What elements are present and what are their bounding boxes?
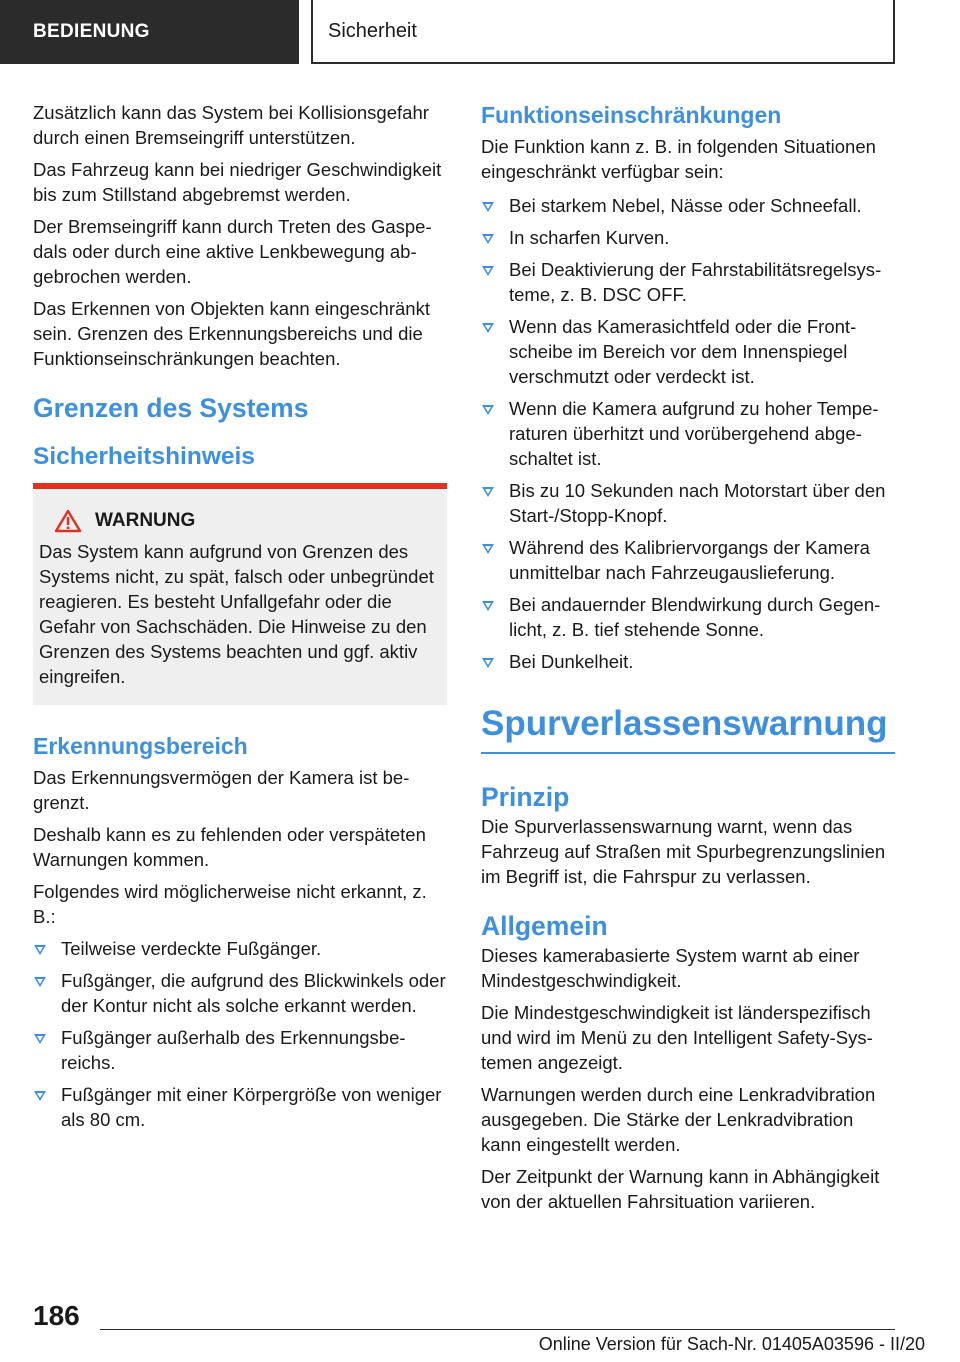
- paragraph: Das Erkennungsvermögen der Kamera ist begrenzt.: [33, 767, 410, 813]
- triangle-bullet-icon: [482, 544, 494, 554]
- heading-general: Allgemein: [481, 911, 608, 941]
- paragraph: Zusätzlich kann das System bei Kollisionsgefahr durch einen Bremseingriff unterstützen.: [33, 102, 429, 148]
- list-item: Wenn das Kamerasichtfeld oder die Frontscheibe im Bereich vor dem Innenspiegel verschmutzt oder verdeckt ist.: [481, 314, 895, 389]
- footer-version: Online Version für Sach-Nr. 01405A03596 - II/20: [538, 1334, 925, 1354]
- paragraph: Der Zeitpunkt der Warnung kann in Abhängigkeit von der aktuellen Fahrsituation variieren.: [481, 1166, 880, 1212]
- paragraph: Das Fahrzeug kann bei niedriger Geschwindigkeit bis zum Stillstand abgebremst werden.: [33, 159, 442, 205]
- list-item: Fußgänger, die aufgrund des Blickwinkels oder der Kontur nicht als solche erkannt werden.: [33, 968, 447, 1018]
- function-limit-list: [481, 193, 895, 674]
- page-number: 186: [33, 1300, 80, 1331]
- paragraph: Die Mindestgeschwindigkeit ist länderspezifisch und wird im Menü zu den Intelligent Safety-Systemen angezeigt.: [481, 1002, 873, 1073]
- heading-system-limits: Grenzen des Systems: [33, 393, 309, 423]
- list-item: Bei Dunkelheit.: [481, 649, 895, 674]
- paragraph: Der Bremseingriff kann durch Treten des Gaspedals oder durch eine aktive Lenkbewegung abgebrochen werden.: [33, 216, 432, 287]
- triangle-bullet-icon: [482, 405, 494, 415]
- paragraph: Warnungen werden durch eine Lenkradvibration ausgegeben. Die Stärke der Lenkradvibration kann eingestellt werden.: [481, 1084, 876, 1155]
- triangle-bullet-icon: [34, 1091, 46, 1101]
- warning-text: Das System kann aufgrund von Grenzen des Systems nicht, zu spät, falsch oder unbegründet reagieren. Es besteht Unfallgefahr oder die Gefahr von Sachschäden. Die Hinweise zu den Grenzen des Systems beachten und ggf. aktiv eingreifen.: [39, 541, 434, 687]
- list-item: Während des Kalibriervorgangs der Kamera unmittelbar nach Fahrzeugauslieferung.: [481, 535, 895, 585]
- right-column: [481, 100, 895, 1221]
- triangle-bullet-icon: [482, 601, 494, 611]
- heading-lane-departure-warning: Spurverlassenswarnung: [481, 702, 895, 754]
- list-item: Fußgänger außerhalb des Erkennungsbereichs.: [33, 1025, 447, 1075]
- triangle-bullet-icon: [482, 323, 494, 333]
- list-item: Bei Deaktivierung der Fahrstabilitätsregelsysteme, z. B. DSC OFF.: [481, 257, 895, 307]
- list-item: Fußgänger mit einer Körpergröße von weniger als 80 cm.: [33, 1082, 447, 1132]
- list-item: Bei starkem Nebel, Nässe oder Schneefall.: [481, 193, 895, 218]
- warning-triangle-icon: [54, 509, 82, 533]
- list-item: Bis zu 10 Sekunden nach Motorstart über den Start-/Stopp-Knopf.: [481, 478, 895, 528]
- warning-header: [39, 509, 437, 533]
- chapter-title: Sicherheit: [311, 0, 895, 64]
- detection-limit-list: [33, 936, 447, 1132]
- warning-box: [33, 483, 447, 705]
- list-item: Teilweise verdeckte Fußgänger.: [33, 936, 447, 961]
- heading-safety-note: Sicherheitshinweis: [33, 443, 255, 470]
- heading-function-limits: Funktionseinschränkungen: [481, 102, 782, 128]
- triangle-bullet-icon: [34, 977, 46, 987]
- list-item: In scharfen Kurven.: [481, 225, 895, 250]
- section-tab: BEDIENUNG: [0, 0, 299, 64]
- triangle-bullet-icon: [482, 487, 494, 497]
- triangle-bullet-icon: [482, 234, 494, 244]
- paragraph: Die Spurverlassenswarnung warnt, wenn das Fahrzeug auf Straßen mit Spurbegrenzungslinien im Begriff ist, die Fahrspur zu verlassen.: [481, 816, 886, 887]
- left-column: [33, 100, 447, 1139]
- warning-title: WARNUNG: [95, 510, 196, 531]
- paragraph: Die Funktion kann z. B. in folgenden Situationen eingeschränkt verfügbar sein:: [481, 136, 876, 182]
- footer-divider: [100, 1329, 895, 1330]
- paragraph: Das Erkennen von Objekten kann eingeschränkt sein. Grenzen des Erkennungsbereichs und die Funktionseinschränkungen beachten.: [33, 298, 430, 369]
- triangle-bullet-icon: [34, 1034, 46, 1044]
- paragraph: Folgendes wird möglicherweise nicht erkannt, z. B.:: [33, 881, 427, 927]
- paragraph: Dieses kamerabasierte System warnt ab einer Mindestgeschwindigkeit.: [481, 945, 860, 991]
- heading-detection-range: Erkennungsbereich: [33, 733, 248, 759]
- list-item: Bei andauernder Blendwirkung durch Gegenlicht, z. B. tief stehende Sonne.: [481, 592, 895, 642]
- triangle-bullet-icon: [482, 266, 494, 276]
- triangle-bullet-icon: [34, 945, 46, 955]
- triangle-bullet-icon: [482, 658, 494, 668]
- triangle-bullet-icon: [482, 202, 494, 212]
- paragraph: Deshalb kann es zu fehlenden oder verspäteten Warnungen kommen.: [33, 824, 426, 870]
- list-item: Wenn die Kamera aufgrund zu hoher Temperaturen überhitzt und vorübergehend abgeschaltet ist.: [481, 396, 895, 471]
- heading-principle: Prinzip: [481, 782, 570, 812]
